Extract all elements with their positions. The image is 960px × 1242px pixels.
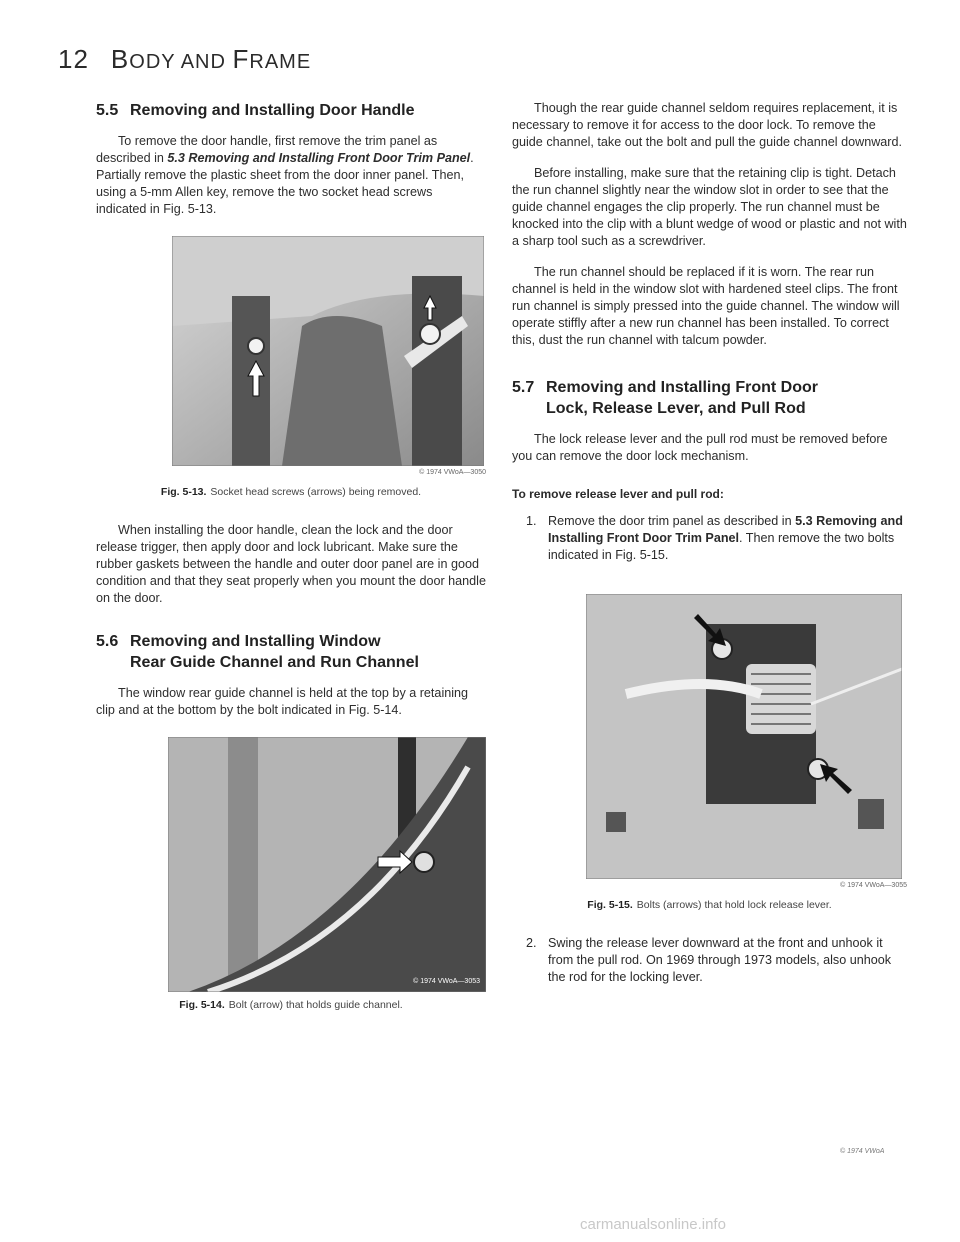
section-title-line1: Removing and Installing Front Door bbox=[546, 379, 818, 396]
header-title-rest2: RAME bbox=[249, 51, 312, 73]
procedure-step-1 bbox=[526, 513, 907, 564]
text: Remove the door trim panel as described in bbox=[548, 514, 796, 528]
step-number: 1. bbox=[526, 514, 537, 528]
text: To remove the door handle, first remove the trim panel as described in bbox=[96, 134, 438, 165]
figure-5-13-caption bbox=[96, 486, 486, 498]
s57-paragraph-1: The lock release lever and the pull rod must be removed before you can remove the door lock mechanism. bbox=[512, 432, 888, 463]
figure-label: Fig. 5-15. bbox=[587, 899, 633, 911]
figure-caption-text: Socket head screws (arrows) being removed. bbox=[210, 486, 422, 498]
section-title: Removing and Installing Door Handle bbox=[130, 102, 415, 119]
section-title-line1: Removing and Installing Window bbox=[130, 633, 381, 650]
right-column bbox=[512, 100, 907, 1000]
figure-caption-text: Bolt (arrow) that holds guide channel. bbox=[228, 999, 403, 1011]
figure-label: Fig. 5-14. bbox=[179, 999, 225, 1011]
section-number: 5.7 bbox=[512, 379, 535, 396]
s55-paragraph-2: When installing the door handle, clean the lock and the door release trigger, then apply door and lock lubricant. Make sure the rubber gaskets between the handle and outer door panel are in good condition and that they seat properly when you mount the door handle on the door. bbox=[96, 523, 486, 605]
guide-channel-illustration bbox=[168, 737, 486, 992]
figure-5-14-photo bbox=[168, 737, 486, 992]
door-interior-illustration bbox=[172, 236, 484, 466]
procedure-steps-continued bbox=[512, 935, 907, 986]
s56-paragraph-1: The window rear guide channel is held at the top by a retaining clip and at the bottom by the bolt indicated in Fig. 5-14. bbox=[96, 686, 469, 717]
section-5-7-heading bbox=[512, 377, 907, 419]
figure-5-13-photo bbox=[172, 236, 484, 466]
section-5-5-heading bbox=[96, 100, 486, 121]
section-title-line2: Lock, Release Lever, and Pull Rod bbox=[546, 400, 806, 417]
right-paragraph-2: Before installing, make sure that the retaining clip is tight. Detach the run channel slightly near the window slot in order to see that the guide channel engages the clip properly. The run channel must be knocked into the clip with a blunt wedge of wood or plastic and not with a sharp tool such as a screwdriver. bbox=[512, 166, 907, 248]
cross-reference: 5.3 Removing and Installing Front Door Trim Panel bbox=[167, 151, 471, 165]
header-title-rest1: ODY AND bbox=[129, 51, 233, 73]
figure-5-15-credit: © 1974 VWoA—3055 bbox=[840, 882, 907, 889]
header-title-f: F bbox=[232, 44, 250, 74]
s55-paragraph-1 bbox=[96, 133, 486, 218]
lock-release-lever-illustration bbox=[586, 594, 902, 879]
left-column bbox=[96, 100, 486, 1035]
text: Swing the release lever downward at the front and unhook it from the pull rod. On 1969 through 1973 models, also unhook the rod for the locking lever. bbox=[548, 936, 892, 984]
figure-5-15-photo bbox=[586, 594, 902, 879]
site-watermark: carmanualsonline.info bbox=[580, 1216, 726, 1233]
text: . Partially remove the plastic sheet from the door inner panel. Then, using a 5-mm Allen key, remove the two socket head screws indicated in Fig. 5-13. bbox=[96, 151, 474, 216]
step-number: 2. bbox=[526, 936, 537, 950]
procedure-steps bbox=[512, 513, 907, 564]
text: . Then remove the two bolts indicated in Fig. 5-15. bbox=[548, 531, 895, 562]
section-number: 5.6 bbox=[96, 633, 119, 650]
page-header bbox=[58, 44, 311, 75]
section-title-line2: Rear Guide Channel and Run Channel bbox=[130, 654, 419, 671]
section-number: 5.5 bbox=[96, 102, 119, 119]
section-5-6-heading bbox=[96, 631, 486, 673]
page-number: 12 bbox=[58, 44, 89, 74]
cross-reference: 5.3 Removing and Installing Front Door Trim Panel bbox=[548, 514, 903, 545]
header-title-b: B bbox=[110, 44, 130, 74]
procedure-title: To remove release lever and pull rod: bbox=[512, 487, 724, 501]
figure-5-15-caption bbox=[512, 899, 907, 911]
figure-5-14-credit: © 1974 VWoA—3053 bbox=[413, 978, 480, 985]
footer-credit: © 1974 VWoA bbox=[840, 1148, 885, 1155]
figure-5-13-credit: © 1974 VWoA—3050 bbox=[419, 469, 486, 476]
right-paragraph-1: Though the rear guide channel seldom requires replacement, it is necessary to remove it for access to the door lock. To remove the guide channel, take out the bolt and pull the guide channel downward. bbox=[512, 101, 902, 149]
figure-label: Fig. 5-13. bbox=[160, 486, 207, 498]
figure-caption-text: Bolts (arrows) that hold lock release lever. bbox=[636, 899, 832, 911]
right-paragraph-3: The run channel should be replaced if it is worn. The rear run channel is held in the window slot with hardened steel clips. The front run channel is simply pressed into the guide channel. The window will operate stiffly after a new run channel has been installed. To correct this, dust the run channel with talcum powder. bbox=[512, 265, 900, 347]
procedure-step-2 bbox=[526, 935, 907, 986]
figure-5-14-caption bbox=[96, 999, 486, 1011]
